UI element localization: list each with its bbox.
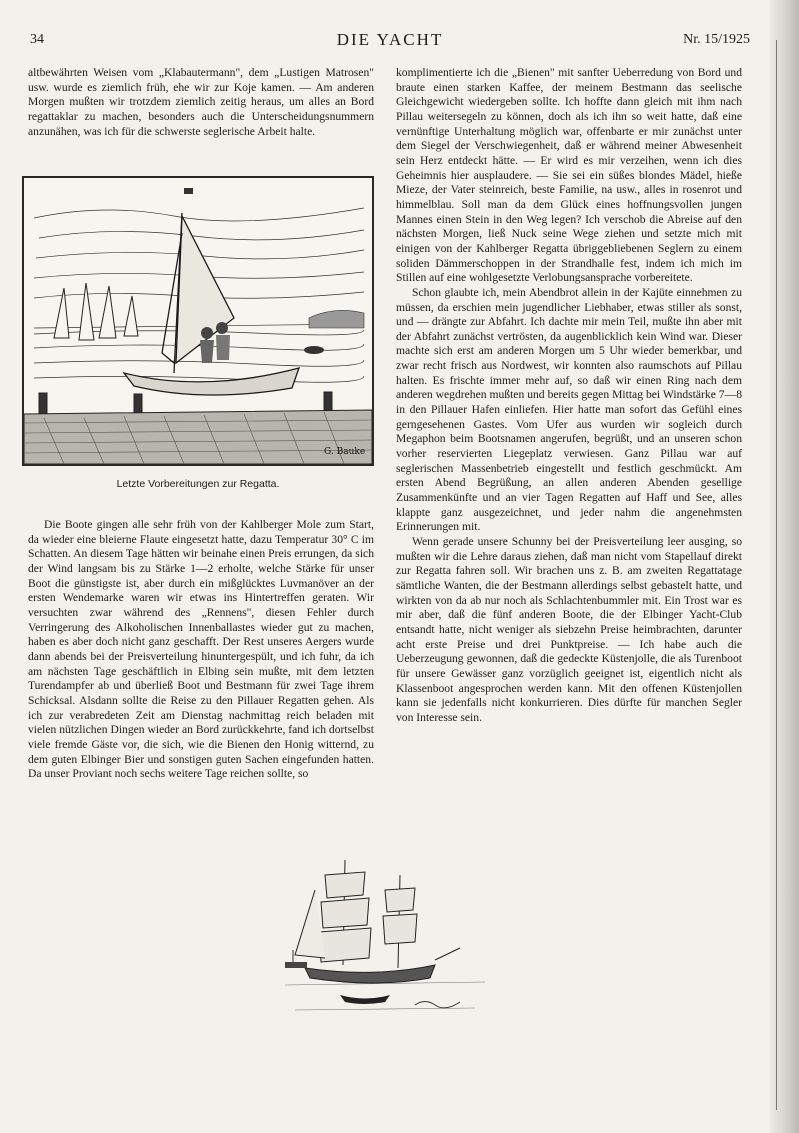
sailboat-harbor-sketch	[24, 178, 372, 464]
right-column	[396, 66, 742, 726]
paragraph: Schon glaubte ich, mein Abendbrot allein in der Kajüte einnehmen zu müssen, da erschien mein jugendlicher Liebhaber, etwas stiller als sonst, und — drängte zur Abfahrt. Ich dachte mir mein Teil, mußte ihn aber mit der Abfahrt zunächst vertrösten, da augenblicklich kein Wind war. Dieser machte sich erst am anderen Morgen um 5 Uhr wieder bemerkbar, und zwar recht frisch aus Nordwest, wir konnten also raumschots auf Pillau halten. Es frischte immer mehr auf, so daß wir einen Ring nach dem anderen wegdrehen mußten und bereits gegen Mittag bei Windstärke 7—8 in den Pillauer Hafen einliefen. Hier hatte man sofort das Gefühl eines gerngesehenen Gastes. Vom Ufer aus wurden wir sogleich durch Megaphon beim Bootsnamen angerufen, begrüßt, und an unseren schon vorher reservierten Liegeplatz verwiesen. Ganz Pillau war auf seglerischen Massenbetrieb eingestellt und festlich geschmückt. Am ersten Abend Begrüßung, an allen anderen Abenden gesellige Zusammenkünfte und an vier Tagen Regatten auf Haff und See, alles klappte ganz ausgezeichnet, und jeder nahm die angenehmsten Erinnerungen mit.	[396, 285, 742, 534]
issue-number: Nr. 15/1925	[683, 32, 750, 47]
paragraph: Wenn gerade unsere Schunny bei der Preisverteilung leer ausging, so mußten wir die Lehre daraus ziehen, daß man nicht vom Stapellauf direkt zur Regatta fahren soll. Wir brachen uns z. B. am zweiten Regattatage sämtliche Wanten, die der Bestmann allerdings selbst gebastelt hatte, und wirkten von da ab nur noch als Schlachtenbummler mit. Ein Trost war es mir aber, daß die fünf anderen Boote, die der Elbinger Yacht-Club entsandt hatte, nicht weniger als siebzehn Preise heimbrachten, darunter acht erste Preise und drei Punktpreise. — Ich habe auch die Ueberzeugung gewonnen, daß die gedeckte Küstenjolle, die als Turenboot für unsere Gewässer ganz vorzüglich geeignet ist, eigentlich nicht als Klassenboot angesprochen werden kann. Mit den offenen Küstenjollen kann sie jedenfalls nicht konkurrieren. Dies dürfte für manchen Segler von Interesse sein.	[396, 535, 742, 724]
figure-caption: Letzte Vorbereitungen zur Regatta.	[116, 478, 280, 490]
paragraph: altbewährten Weisen vom „Klabautermann", dem „Lustigen Matrosen" usw. wurde es ziemlich früh, ehe wir zur Koje kamen. — Am anderen Morgen mußten wir trotzdem ziemlich zeitig heraus, um alles an Bord regattaklar zu machen, besonders auch die Unterscheidungsnummern anzunähen, was ich für die schwerste seglerische Arbeit halte.	[28, 66, 374, 138]
sailing-ship-sketch	[285, 850, 485, 1030]
ship-vignette	[285, 850, 485, 1030]
left-column-bottom	[28, 518, 374, 782]
page-number: 34	[30, 32, 44, 47]
regatta-illustration	[22, 176, 374, 466]
magazine-title: DIE YACHT	[336, 30, 444, 49]
artist-signature: G. Bauke	[324, 447, 366, 457]
paragraph: komplimentierte ich die „Bienen" mit sanfter Ueberredung von Bord und braute einen starken Kaffee, der meinem Bestmann das seelische Gleichgewicht wiedergeben sollte. Ich hoffte dann gleich mit ihm nach Pillau weitersegeln zu können, doch als ich ihn so weit hatte, daß eine vernünftige Unterhaltung möglich war, offenbarte er mir zunächst unter dem Siegel der Verschwiegenheit, daß er während meiner Abwesenheit sein Herz entdeckt hätte. — Er wird es mir verzeihen, wenn ich dies Geheimnis hier ausplaudere. — Sie sei ein süßes blondes Mädel, hieße Mieze, der Vater steinreich, beste Familie, na usw., alles in rosenrot und himmelblau. Soll man da dem Glück eines hoffnungsvollen jungen Mannes einen Stein in den Weg legen? Ich verschob die Abreise auf den nächsten Morgen, ließ Nuck seine Wege ziehen und setzte mich mit einigen von der Kahlberger Regatta übriggebliebenen Seglern zu einem soliden Dämmerschoppen in der Strandhalle fest, indem ich mich im Stillen auf eine wohlgesetzte Verlobungsansprache vorbereitete.	[396, 66, 742, 285]
page-edge-shadow	[770, 0, 799, 1133]
page-header	[30, 32, 750, 54]
paragraph: Die Boote gingen alle sehr früh von der Kahlberger Mole zum Start, da wieder eine bleierne Flaute eingesetzt hatte, dazu Temperatur 30° C im Schatten. An diesem Tage hätten wir beinahe einen Preis errungen, da sich der Wind langsam bis zu Stärke 1—2 erholte, welche Stärke für unser Boot die günstigste ist, aber durch ein mißglücktes Luvmanöver an der ersten Wendemarke waren wir etwas ins Hintertreffen geraten. Wir versuchten zwar während des „Rennens", diesen Fehler durch Verringerung des Alkoholischen Innenballastes wieder gut zu machen, haben es aber doch nicht ganz geschafft. Der Rest unseres Aergers wurde dann abends bei der Preisverteilung hinuntergespült, und ich fuhr, da ich am nächsten Tage geschäftlich in Elbing sein mußte, mit dem letzten Turendampfer ab und überließ Boot und Bestmann für zwei Tage ihrem Schicksal. Alsdann sollte die Reise zu den Pillauer Regatten gehen. Als ich zur verabredeten Zeit am Dienstag nachmittag reich beladen mit vielen nützlichen Dingen wieder an Bord zurückkehrte, fand ich dortselbst viele fremde Gäste vor, die sich, wie die Bienen den Honig witternd, zu dem guten Elbinger Bier und sonstigen guten Sachen eingefunden hatten. Da unser Proviant noch sechs weitere Tage reichen sollte, so	[28, 518, 374, 781]
left-column-top	[28, 66, 374, 139]
